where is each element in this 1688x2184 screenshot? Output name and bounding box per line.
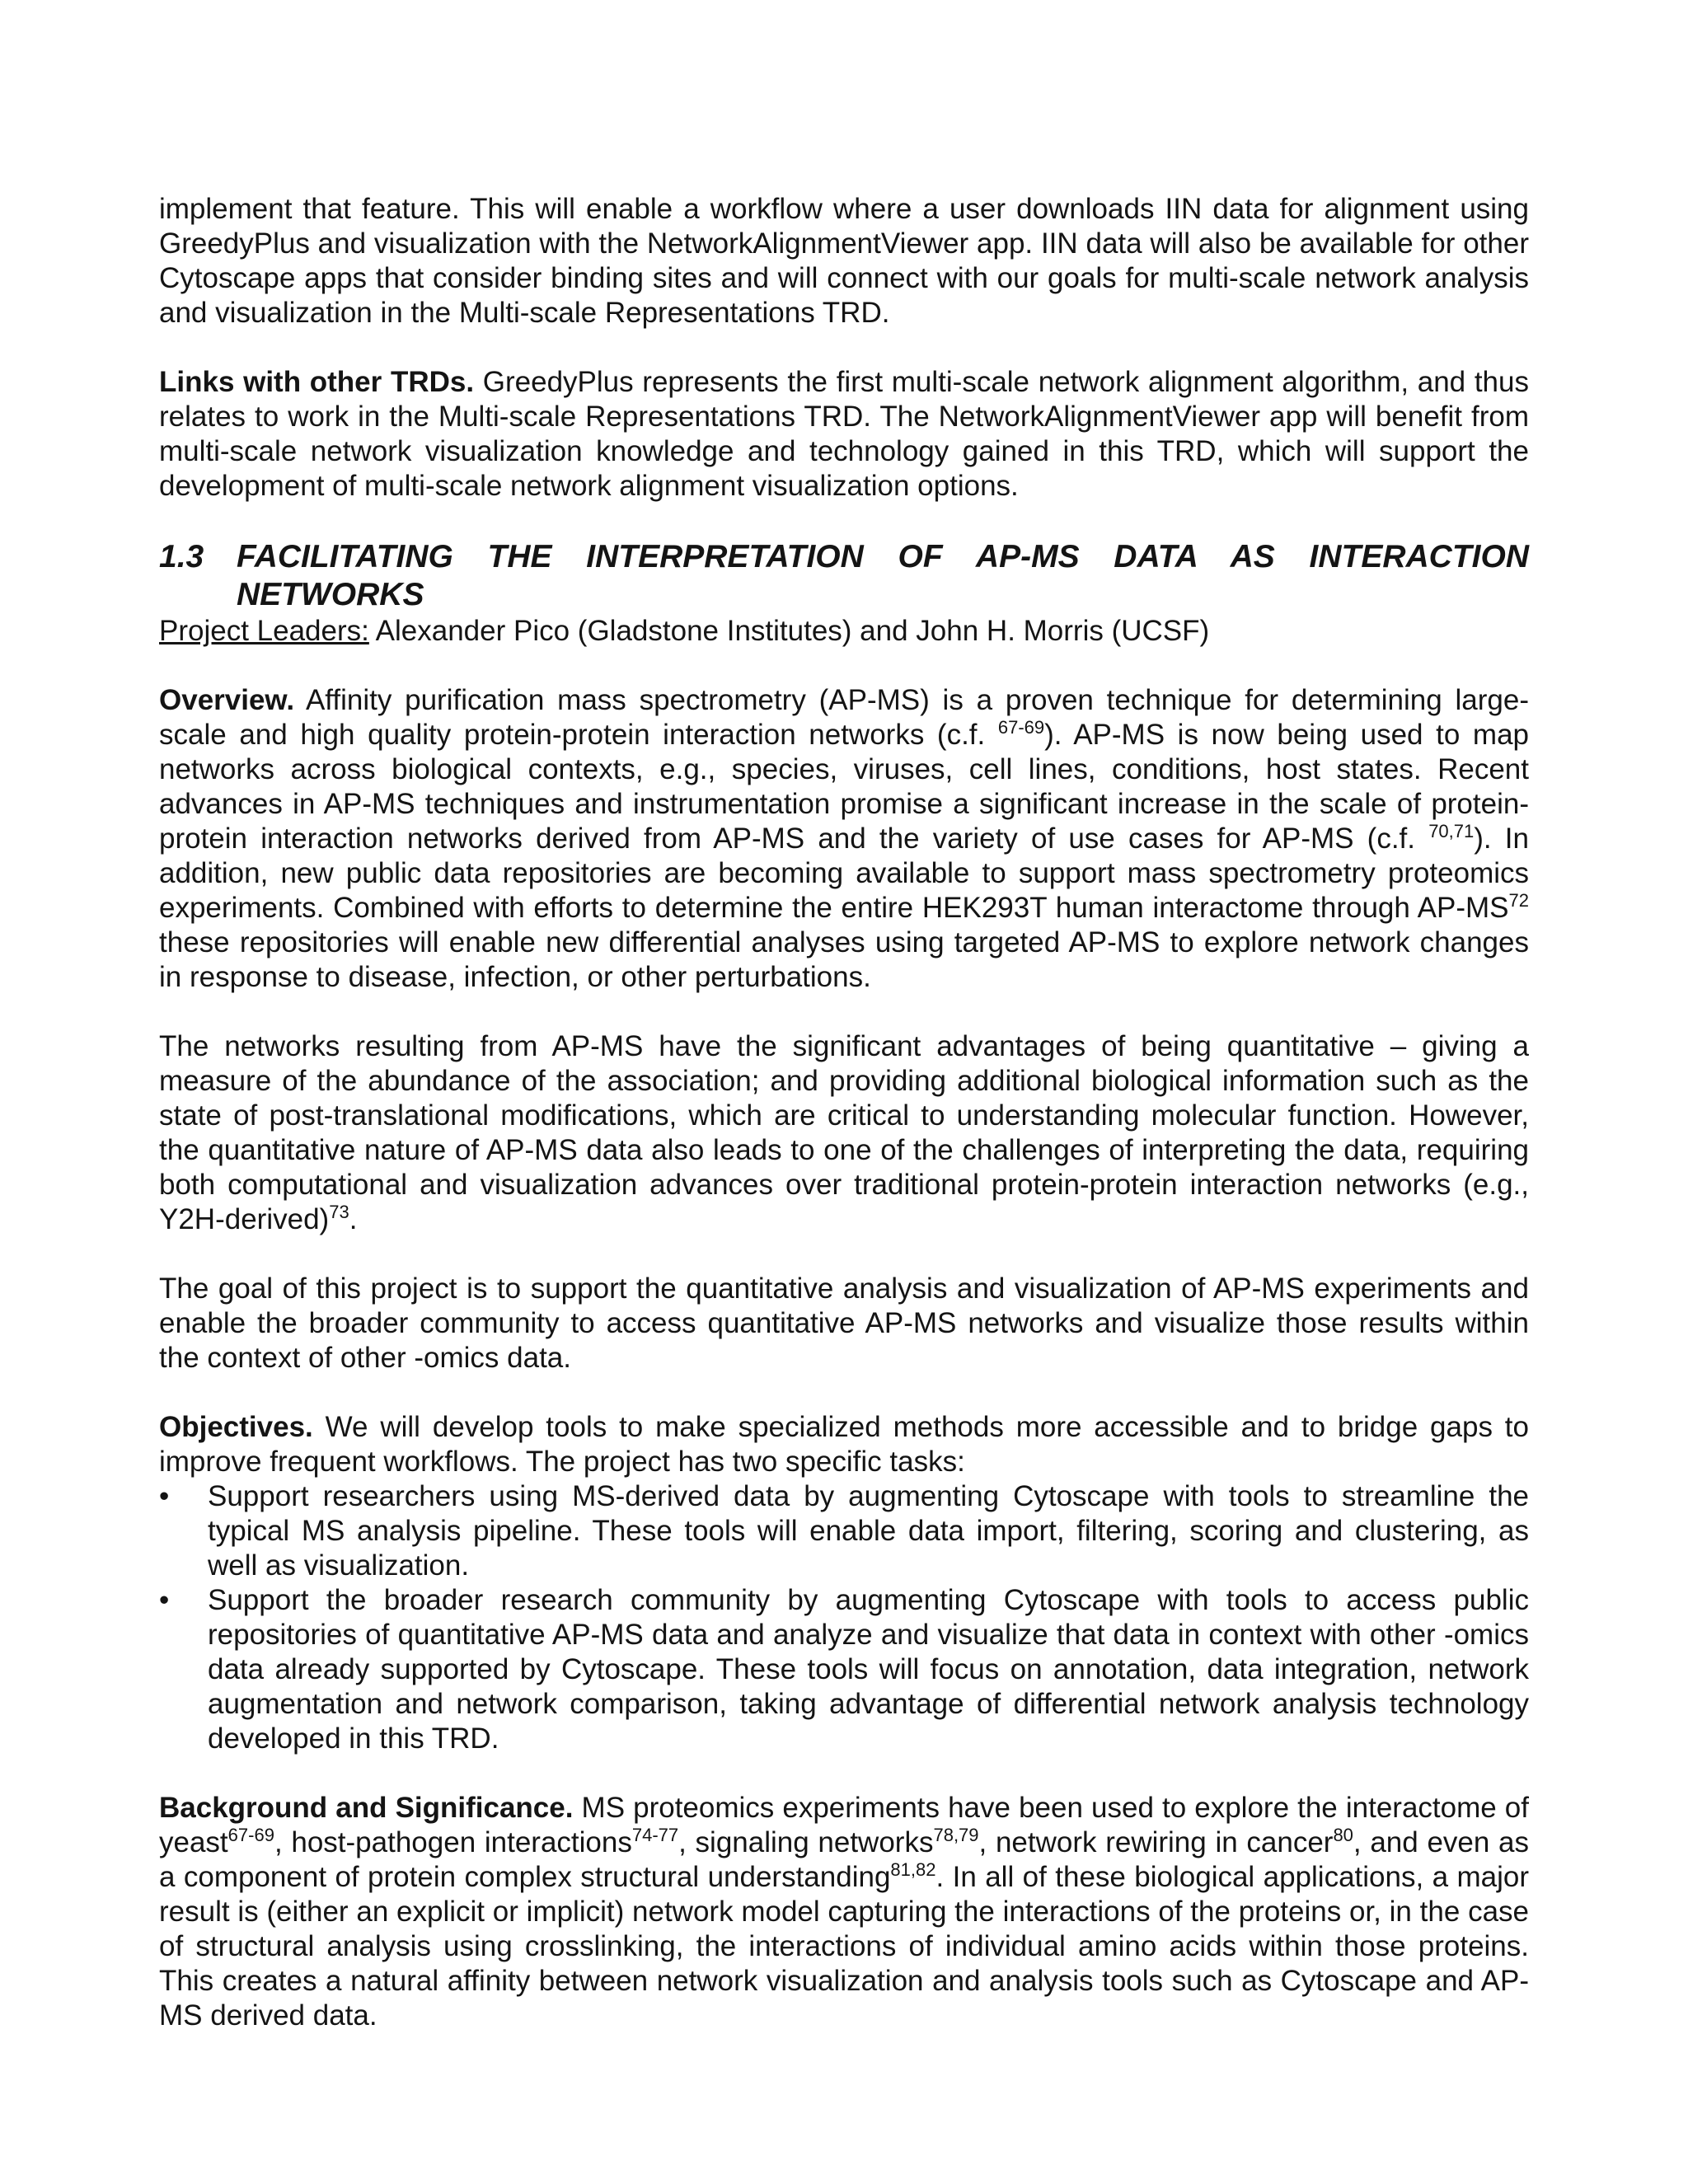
citation-superscript: 72 (1508, 890, 1529, 911)
overview-text-4: these repositories will enable new differential analyses using targeted AP-MS to explore network changes in response to disease, infection, or other perturbations. (159, 926, 1529, 993)
background-paragraph (159, 1791, 1529, 2033)
citation-superscript: 81,82 (890, 1859, 936, 1880)
citation-superscript: 78,79 (933, 1825, 979, 1845)
list-item-text: Support researchers using MS-derived data by augmenting Cytoscape with tools to streamline the typical MS analysis pipeline. These tools will enable data import, filtering, scoring and clustering, as well as visualization. (208, 1480, 1529, 1582)
networks-text-2: . (349, 1203, 358, 1235)
background-text-4: , network rewiring in cancer (978, 1826, 1334, 1858)
background-text-5: , and even as a component of protein complex structural understanding (159, 1826, 1530, 1893)
intro-paragraph: implement that feature. This will enable a workflow where a user downloads IIN data for alignment using GreedyPlus and visualization with the NetworkAlignmentViewer app. IIN data will also be available for other Cytoscape apps that consider binding sites and will connect with our goals for multi-scale network analysis and visualization in the Multi-scale Representations TRD. (159, 193, 1529, 329)
objectives-list (159, 1479, 1529, 1756)
background-text-6: . In all of these biological applications, a major result is (either an explicit or implicit) network model capturing the interactions of the proteins or, in the case of structural analysis using crosslinking, the interactions of individual amino acids within those proteins. This creates a natural affinity between network visualization and analysis tools such as Cytoscape and AP-MS derived data. (159, 1861, 1529, 2032)
background-text-3: , signaling networks (678, 1826, 934, 1858)
objectives-paragraph (159, 1410, 1529, 1479)
networks-text-1: The networks resulting from AP-MS have the significant advantages of being quantitative – giving a measure of the abundance of the association; and providing additional biological information such as the state of post-translational modifications, which are critical to understanding molecular function. However, the quantitative nature of AP-MS data also leads to one of the challenges of interpreting the data, requiring both computational and visualization advances over traditional protein-protein interaction networks (e.g., Y2H-derived) (159, 1030, 1529, 1235)
links-heading: Links with other TRDs. (159, 366, 475, 398)
overview-text-1: Affinity purification mass spectrometry (AP-MS) is a proven technique for determining large-scale and high quality protein-protein interaction networks (c.f. (159, 684, 1529, 751)
citation-superscript: 80 (1333, 1825, 1353, 1845)
project-leaders-names: Alexander Pico (Gladstone Institutes) and John H. Morris (UCSF) (368, 615, 1210, 647)
list-item (159, 1583, 1529, 1756)
overview-heading: Overview. (159, 684, 295, 716)
objectives-heading: Objectives. (159, 1411, 313, 1443)
citation-superscript: 70,71 (1428, 821, 1475, 841)
background-text-1: MS proteomics experiments have been used to explore the interactome of yeast (159, 1792, 1529, 1858)
bullet-icon: • (159, 1480, 170, 1512)
list-item (159, 1479, 1529, 1583)
objectives-text: We will develop tools to make specialized methods more accessible and to bridge gaps to improve frequent workflows. The project has two specific tasks: (159, 1411, 1529, 1478)
project-leaders (159, 614, 1529, 649)
networks-paragraph (159, 1029, 1529, 1237)
links-text: GreedyPlus represents the first multi-scale network alignment algorithm, and thus relates to work in the Multi-scale Representations TRD. The NetworkAlignmentViewer app will benefit from multi-scale network visualization knowledge and technology gained in this TRD, which will support the development of multi-scale network alignment visualization options. (159, 366, 1529, 502)
citation-superscript: 67-69 (997, 717, 1045, 738)
overview-text-2: ). AP-MS is now being used to map networks across biological contexts, e.g., species, viruses, cell lines, conditions, host states. Recent advances in AP-MS techniques and instrumentation promise a significant increase in the scale of protein-protein interaction networks derived from AP-MS and the variety of use cases for AP-MS (c.f. (159, 719, 1529, 855)
background-heading: Background and Significance. (159, 1792, 574, 1824)
links-paragraph (159, 365, 1529, 504)
list-item-text: Support the broader research community by augmenting Cytoscape with tools to access public repositories of quantitative AP-MS data and analyze and visualize that data in context with other -omics data already supported by Cytoscape. These tools will focus on annotation, data integration, network augmentation and network comparison, taking advantage of differential network analysis technology developed in this TRD. (208, 1584, 1529, 1755)
goal-paragraph: The goal of this project is to support the quantitative analysis and visualization of AP-MS experiments and enable the broader community to access quantitative AP-MS networks and visualize those results within the context of other -omics data. (159, 1272, 1529, 1374)
section-number: 1.3 (159, 539, 204, 574)
citation-superscript: 73 (329, 1202, 349, 1222)
background-text-2: , host-pathogen interactions (274, 1826, 632, 1858)
citation-superscript: 74-77 (631, 1825, 679, 1845)
section-heading (159, 538, 1529, 614)
citation-superscript: 67-69 (227, 1825, 274, 1845)
section-title: FACILITATING THE INTERPRETATION OF AP-MS DATA AS INTERACTION NETWORKS (237, 539, 1529, 612)
overview-paragraph (159, 683, 1529, 995)
bullet-icon: • (159, 1584, 170, 1616)
document-page (159, 192, 1529, 2033)
project-leaders-label: Project Leaders: (159, 615, 369, 647)
overview-text-3: ). In addition, new public data repositories are becoming available to support mass spectrometry proteomics experiments. Combined with efforts to determine the entire HEK293T human interactome through AP-MS (159, 823, 1529, 924)
